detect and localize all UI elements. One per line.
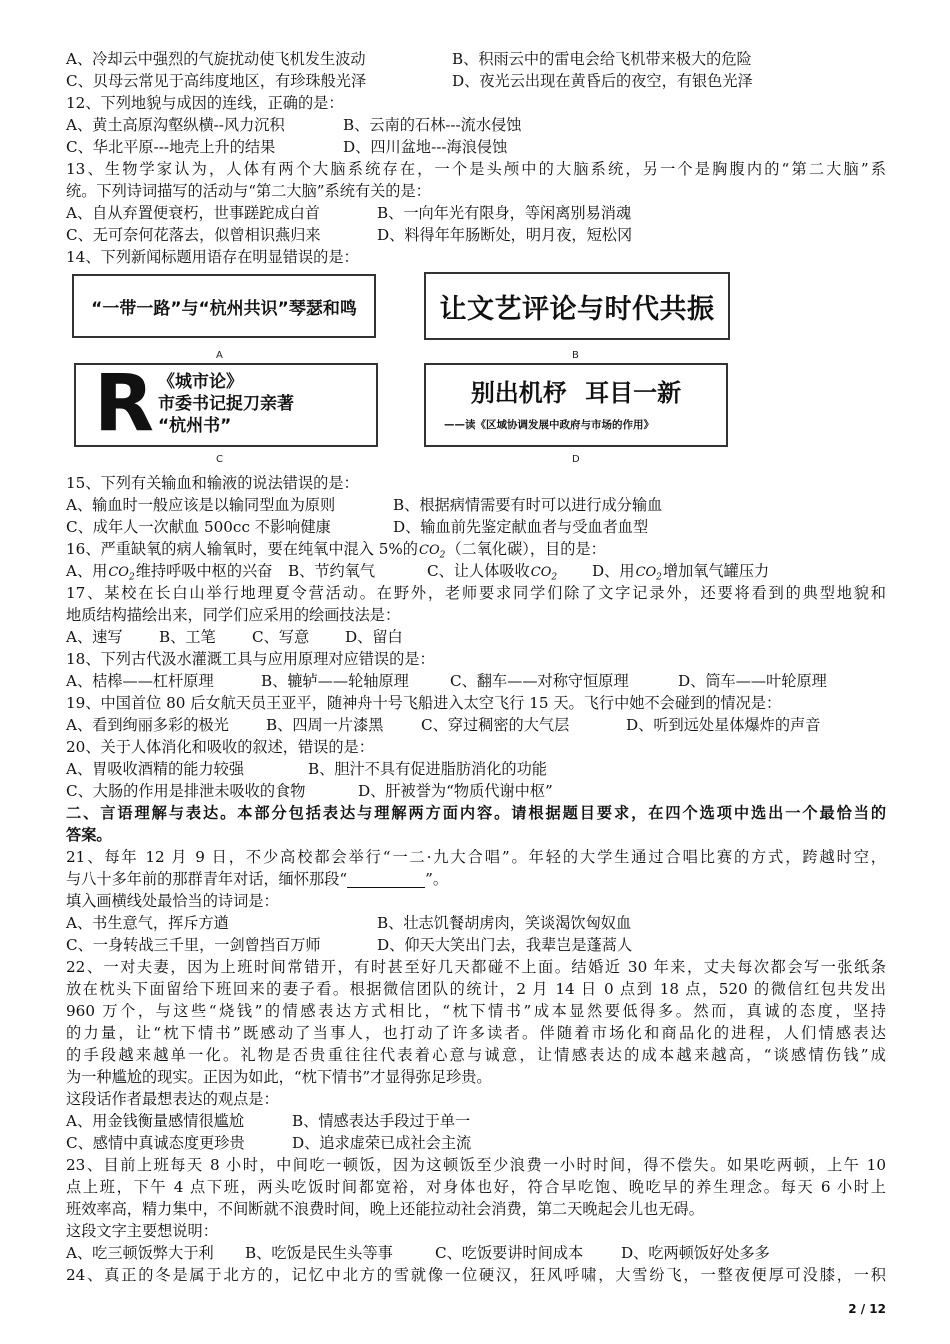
figure-c-line3: “杭州书” (158, 416, 232, 436)
co2-base: CO (108, 565, 129, 580)
co2-formula (108, 565, 135, 583)
q22-options-row1 (66, 1110, 886, 1132)
q16-stem (66, 538, 886, 560)
q12-option-d: D、四川盆地---海浪侵蚀 (343, 138, 508, 156)
q22-passage-line1: 22、一对夫妻，因为上班时间常错开，有时甚至好几天都碰不上面。结婚近 30 年来，丈夫每次都会写一张纸条 (66, 958, 886, 976)
q11-options-row1 (66, 48, 886, 70)
q16-option-a-pre: A、用 (66, 562, 108, 580)
q17-stem-line2: 地质结构描绘出来，同学们应采用的绘画技法是： (66, 606, 401, 624)
q21-options-row1 (66, 912, 886, 934)
q11-option-d: D、夜光云出现在黄昏后的夜空，有银色光泽 (452, 72, 753, 90)
q22-passage-line4: 的力量，让“枕下情书”既感动了当事人，也打动了许多读者。伴随着市场化和商品化的进程，人们情感表达 (66, 1024, 886, 1042)
q22-option-c: C、感情中真诚态度更珍贵 (66, 1134, 245, 1152)
q19-option-a: A、看到绚丽多彩的极光 (66, 716, 229, 734)
q20-options-row2 (66, 780, 886, 802)
q24-passage-line1: 24、真正的冬是属于北方的，记忆中北方的雪就像一位硬汉，狂风呼啸，大雪纷飞，一整夜便厚可没膝，一积 (66, 1266, 886, 1284)
q13-stem-line1: 13、生物学家认为，人体有两个大脑系统存在，一个是头颅中的大脑系统，另一个是胸腹内的“第二大脑”系 (66, 160, 886, 178)
co2-formula (530, 565, 558, 583)
q18-option-c: C、翻车——对称守恒原理 (450, 672, 629, 690)
q15-option-a: A、输血时一般应该是以输同型血为原则 (66, 496, 336, 514)
figure-a-headline: “一带一路”与“杭州共识”琴瑟和鸣 (72, 274, 376, 338)
q12-options-row2 (66, 136, 886, 158)
q21-stem-line3: 填入画横线处最恰当的诗词是： (66, 892, 279, 910)
q22-option-a: A、用金钱衡量感情很尴尬 (66, 1112, 245, 1130)
q19-stem: 19、中国首位 80 后女航天员王亚平，随神舟十号飞船进入太空飞行 15 天。飞行中她不会碰到的情况是： (66, 694, 782, 712)
q20-option-a: A、胃吸收酒精的能力较强 (66, 760, 245, 778)
q12-stem: 12、下列地貌与成因的连线，正确的是： (66, 94, 344, 112)
q13-option-c: C、无可奈何花落去，似曾相识燕归来 (66, 226, 321, 244)
q15-options-row2 (66, 516, 886, 538)
q19-option-d: D、听到远处星体爆炸的声音 (626, 716, 821, 734)
q12-options-row1 (66, 114, 886, 136)
figure-d-title: 别出机杼 耳目一新 (470, 379, 682, 407)
q16-option-a (66, 560, 288, 582)
q15-options-row1 (66, 494, 886, 516)
co2-sub: 2 (551, 572, 558, 583)
co2-base: CO (635, 565, 657, 580)
q17-option-c: C、写意 (252, 628, 310, 646)
q21-option-d: D、仰天大笑出门去，我辈岂是蓬蒿人 (377, 936, 633, 954)
q20-option-d: D、肝被誉为“物质代谢中枢” (358, 782, 553, 800)
q23-passage-line1: 23、目前上班每天 8 小时，中间吃一顿饭，因为这顿饭至少浪费一小时时间，得不偿失。如果吃两顿，上午 10 (66, 1156, 886, 1174)
q17-stem-line1: 17、某校在长白山举行地理夏令营活动。在野外，老师要求同学们除了文字记录外，还要将看到的典型地貌和 (66, 584, 886, 602)
figure-b-headline: 让文艺评论与时代共振 (424, 272, 730, 340)
q18-option-d: D、筒车——叶轮原理 (678, 672, 827, 690)
q23-passage-line3: 班效率高，精力集中，不间断就不浪费时间，晚上还能拉动社会消费，第二天晚起会儿也无碍。 (66, 1200, 704, 1218)
q21-stem-line2-pre: 与八十多年前的那群青年对话，缅怀那段“ (66, 870, 348, 888)
co2-base: CO (419, 543, 440, 558)
q15-option-c: C、成年人一次献血 500cc 不影响健康 (66, 518, 331, 536)
q13-options-row1 (66, 202, 886, 224)
q21-options-row2 (66, 934, 886, 956)
co2-sub: 2 (439, 550, 446, 561)
q22-option-b: B、情感表达手段过于单一 (292, 1112, 471, 1130)
q21-stem-line2 (66, 868, 886, 890)
q19-options (66, 714, 886, 736)
q12-option-a: A、黄土高原沟壑纵横--风力沉积 (66, 116, 285, 134)
q13-options-row2 (66, 224, 886, 246)
figure-c-line2: 市委书记捉刀亲著 (158, 394, 294, 414)
q17-options (66, 626, 886, 648)
q19-option-b: B、四周一片漆黑 (266, 716, 384, 734)
q16-option-d-pre: D、用 (592, 562, 635, 580)
section2-heading-line1: 二、言语理解与表达。本部分包括表达与理解两方面内容。请根据题目要求，在四个选项中选出一个最恰当的 (66, 804, 886, 822)
co2-formula (635, 565, 662, 583)
q16-stem-post: （二氧化碳），目的是： (446, 540, 606, 558)
q23-question: 这段文字主要想说明： (66, 1222, 218, 1240)
q14-figures (66, 268, 886, 472)
q12-option-b: B、云南的石林---流水侵蚀 (343, 116, 522, 134)
figure-c-letter: R (94, 359, 155, 449)
figure-d-label: D (572, 454, 580, 465)
q17-option-d: D、留白 (345, 628, 403, 646)
section2-heading-line2: 答案。 (66, 826, 112, 844)
q16-option-b: B、节约氧气 (288, 562, 376, 580)
q18-options (66, 670, 886, 692)
figure-a-label: A (216, 350, 223, 361)
q16-stem-pre: 16、严重缺氧的病人输氧时，要在纯氧中混入 5%的 (66, 540, 418, 558)
co2-formula (419, 543, 446, 561)
q13-option-a: A、自从弃置便衰朽，世事蹉跎成白首 (66, 204, 320, 222)
q13-option-d: D、料得年年肠断处，明月夜，短松冈 (377, 226, 633, 244)
q21-stem-line1: 21、每年 12 月 9 日，不少高校都会举行“一二·九大合唱”。年轻的大学生通过合唱比赛的方式，跨越时空， (66, 848, 886, 866)
figure-d-subtitle: ——读《区域协调发展中政府与市场的作用》 (444, 419, 654, 431)
figure-d-headline (424, 363, 728, 447)
q23-option-a: A、吃三顿饭弊大于利 (66, 1244, 214, 1262)
q22-question: 这段话作者最想表达的观点是： (66, 1090, 279, 1108)
q23-passage-line2: 点上班，下午 4 点下班，两头吃饭时间都宽裕，对身体也好，符合早吃饱、晚吃早的养生理念。每天 6 小时上 (66, 1178, 886, 1196)
q22-option-d: D、追求虚荣已成社会主流 (292, 1134, 472, 1152)
figure-c-line1: 《城市论》 (158, 372, 243, 392)
q13-option-b: B、一向年光有限身，等闲离别易消魂 (377, 204, 632, 222)
co2-sub: 2 (656, 572, 662, 583)
q17-option-b: B、工笔 (159, 628, 216, 646)
q11-options-row2 (66, 70, 886, 92)
q16-option-a-post: 维持呼吸中枢的兴奋 (135, 562, 273, 580)
q15-option-d: D、输血前先鉴定献血者与受血者血型 (393, 518, 649, 536)
q12-option-c: C、华北平原---地壳上升的结果 (66, 138, 276, 156)
q22-passage-line5: 的手段越来越单一化。礼物是否贵重往往代表着心意与诚意，让情感表达的成本越来越高，“谈感情伤钱”成 (66, 1046, 886, 1064)
q21-option-b: B、壮志饥餐胡虏肉，笑谈渴饮匈奴血 (377, 914, 632, 932)
figure-c-headline (74, 359, 378, 449)
q15-option-b: B、根据病情需要有时可以进行成分输血 (393, 496, 663, 514)
q16-option-c (427, 560, 592, 582)
figure-c-label: C (216, 454, 223, 465)
q18-stem: 18、下列古代汲水灌溉工具与应用原理对应错误的是： (66, 650, 435, 668)
page-number: 2 / 12 (848, 1302, 886, 1316)
q13-stem-line2: 统。下列诗词描写的活动与“第二大脑”系统有关的是： (66, 182, 431, 200)
q11-option-b: B、积雨云中的雷电会给飞机带来极大的危险 (452, 50, 752, 68)
q23-option-c: C、吃饭要讲时间成本 (435, 1244, 584, 1262)
q21-option-a: A、书生意气，挥斥方遒 (66, 914, 229, 932)
co2-sub: 2 (128, 572, 135, 583)
fill-in-blank (347, 873, 425, 888)
q18-option-b: B、辘轳——轮轴原理 (261, 672, 409, 690)
q21-option-c: C、一身转战三千里，一剑曾挡百万师 (66, 936, 321, 954)
q23-option-b: B、吃饭是民生头等事 (245, 1244, 393, 1262)
q22-passage-line2: 放在枕头下面留给下班回来的妻子看。根据微信团队的统计，2 月 14 日 0 点到 18 点，520 的微信红包共发出 (66, 980, 886, 998)
q18-option-a: A、桔槔——杠杆原理 (66, 672, 214, 690)
q14-stem: 14、下列新闻标题用语存在明显错误的是： (66, 248, 359, 266)
q11-option-a: A、冷却云中强烈的气旋扰动使飞机发生波动 (66, 50, 366, 68)
q16-option-d-post: 增加氧气罐压力 (662, 562, 770, 580)
q16-option-c-pre: C、让人体吸收 (427, 562, 530, 580)
q16-option-d (592, 560, 769, 582)
q11-option-c: C、贝母云常见于高纬度地区，有珍珠般光泽 (66, 72, 367, 90)
q22-passage-line3: 960 万个，与这些“烧钱”的情感表达方式相比，“枕下情书”成本显然要低得多。然而，真诚的态度，坚持 (66, 1002, 886, 1020)
figure-b-label: B (572, 350, 579, 361)
q23-option-d: D、吃两顿饭好处多多 (621, 1244, 770, 1262)
q16-options (66, 560, 886, 582)
q22-passage-line6: 为一种尴尬的现实。正因为如此，“枕下情书”才显得弥足珍贵。 (66, 1068, 492, 1086)
co2-base: CO (530, 565, 552, 580)
q17-option-a: A、速写 (66, 628, 123, 646)
q20-option-b: B、胆汁不具有促进脂肪消化的功能 (308, 760, 547, 778)
q19-option-c: C、穿过稠密的大气层 (421, 716, 570, 734)
exam-page (66, 48, 886, 1286)
q22-options-row2 (66, 1132, 886, 1154)
q20-stem: 20、关于人体消化和吸收的叙述，错误的是： (66, 738, 374, 756)
q23-options (66, 1242, 886, 1264)
q20-options-row1 (66, 758, 886, 780)
q21-stem-line2-post: ”。 (425, 870, 449, 888)
q15-stem: 15、下列有关输血和输液的说法错误的是： (66, 474, 359, 492)
q20-option-c: C、大肠的作用是排泄未吸收的食物 (66, 782, 306, 800)
